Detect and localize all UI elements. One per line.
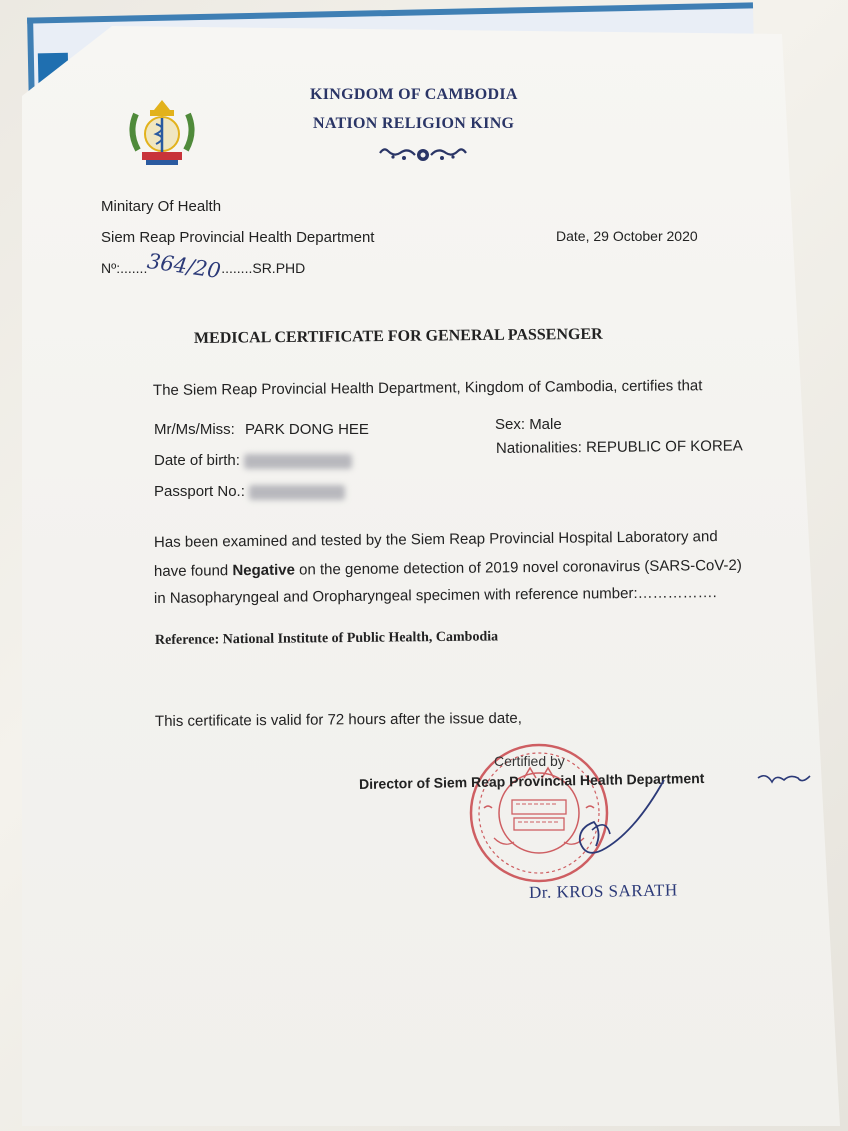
nationality-label: Nationalities:: [495, 439, 582, 457]
passport-row: [154, 483, 345, 500]
number-prefix: Nº:.......: [101, 260, 148, 276]
nationality-row: [496, 437, 743, 457]
certificate-number: [101, 248, 306, 284]
nationality-value: REPUBLIC OF KOREA: [585, 437, 743, 457]
reference-line: Reference: National Institute of Public Health, Cambodia: [154, 629, 499, 648]
issue-date: Date, 29 October 2020: [556, 228, 698, 244]
result-line-2-post: on the genome detection of 2019 novel coronavirus (SARS-CoV-2): [299, 556, 742, 579]
department-name: Siem Reap Provincial Health Department: [101, 229, 375, 246]
director-name: Dr. KROS SARATH: [528, 880, 678, 902]
sex-value: Male: [529, 416, 562, 433]
sex-row: [495, 416, 562, 433]
negative-result: Negative: [232, 561, 296, 580]
handwritten-signature: [566, 770, 816, 870]
ornament-divider-icon: [378, 143, 468, 167]
dob-label: Date of birth:: [154, 452, 240, 469]
kingdom-heading: KINGDOM OF CAMBODIA: [310, 86, 518, 103]
passport-redacted: [249, 485, 345, 500]
certified-by: Certified by: [494, 753, 565, 769]
ministry-name: Minitary Of Health: [101, 198, 222, 215]
result-line-1: Has been examined and tested by the Siem Reap Provincial Hospital Laboratory and: [153, 528, 718, 551]
validity-statement: This certificate is valid for 72 hours after the issue date,: [154, 709, 522, 730]
ministry-emblem-icon: [124, 96, 200, 170]
director-title: Director of Siem Reap Provincial Health Department: [358, 769, 705, 792]
motto-heading: NATION RELIGION KING: [313, 115, 515, 132]
number-handwritten: 364/20: [146, 248, 223, 284]
intro-statement: The Siem Reap Provincial Health Department, Kingdom of Cambodia, certifies that: [152, 377, 703, 399]
name-label: Mr/Ms/Miss:: [154, 421, 235, 438]
certificate-title: MEDICAL CERTIFICATE FOR GENERAL PASSENGER: [193, 325, 603, 347]
passport-label: Passport No.:: [154, 483, 245, 500]
dob-row: [154, 452, 352, 469]
result-line-2-pre: have found: [153, 562, 229, 580]
number-suffix: ........SR.PHD: [221, 260, 306, 276]
passenger-name: PARK DONG HEE: [245, 421, 369, 438]
name-row: [154, 421, 369, 438]
result-line-3: in Nasopharyngeal and Oropharyngeal specimen with reference number:…………….: [153, 584, 717, 607]
dob-redacted: [244, 454, 352, 469]
sex-label: Sex:: [495, 416, 526, 433]
